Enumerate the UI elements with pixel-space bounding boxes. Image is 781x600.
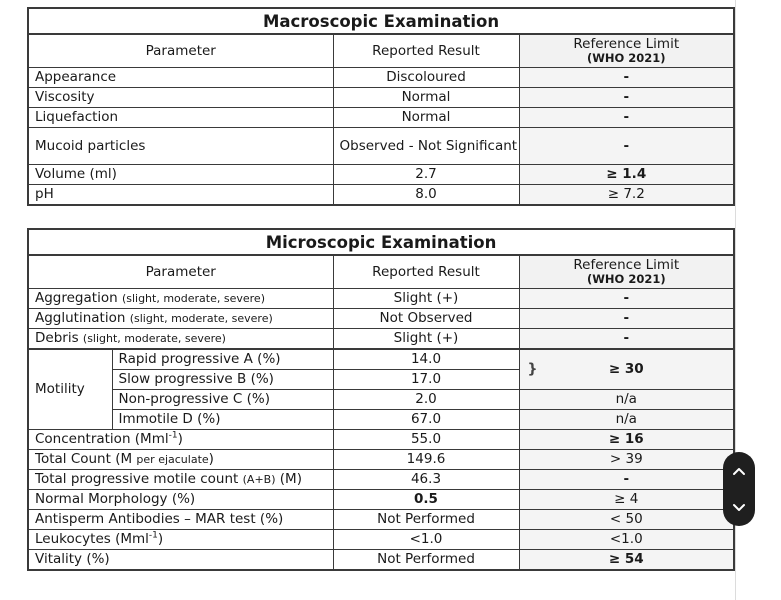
param-agglutination-label: Agglutination [35, 310, 126, 326]
param-debris-note: (slight, moderate, severe) [82, 332, 226, 345]
ref-total-count: > 39 [519, 450, 734, 470]
header-reference-who: (WHO 2021) [586, 272, 666, 286]
result-antisperm: Not Performed [333, 510, 519, 530]
result-concentration: 55.0 [333, 430, 519, 450]
table-row [28, 289, 734, 309]
header-reference-label: Reference Limit [573, 257, 680, 273]
param-total-count-label: Total Count (M [35, 451, 137, 467]
ref-aggregation: - [519, 289, 734, 309]
param-slow-progressive: Slow progressive B (%) [112, 370, 333, 390]
table-row [28, 390, 734, 410]
header-reference [519, 255, 734, 289]
param-total-progressive-note: (A+B) [242, 473, 276, 486]
param-appearance: Appearance [28, 68, 333, 88]
header-result: Reported Result [333, 34, 519, 68]
ref-immotile: n/a [519, 410, 734, 430]
result-slow-progressive: 17.0 [333, 370, 519, 390]
param-liquefaction: Liquefaction [28, 108, 333, 128]
param-concentration-close: ) [177, 431, 183, 447]
result-mucoid: Observed - Not Significant [333, 128, 519, 165]
result-total-progressive: 46.3 [333, 470, 519, 490]
result-appearance: Discoloured [333, 68, 519, 88]
header-reference [519, 34, 734, 68]
param-rapid-progressive: Rapid progressive A (%) [112, 349, 333, 370]
table-row [28, 490, 734, 510]
param-volume: Volume (ml) [28, 165, 333, 185]
ref-leukocytes: <1.0 [519, 530, 734, 550]
param-non-progressive: Non-progressive C (%) [112, 390, 333, 410]
ref-antisperm: < 50 [519, 510, 734, 530]
param-leukocytes-sup: -1 [148, 530, 158, 541]
param-aggregation [28, 289, 333, 309]
result-debris: Slight (+) [333, 329, 519, 350]
microscopic-table [27, 228, 735, 571]
result-ph: 8.0 [333, 185, 519, 206]
table-row [28, 329, 734, 350]
ref-concentration: ≥ 16 [519, 430, 734, 450]
table-row [28, 510, 734, 530]
param-vitality: Vitality (%) [28, 550, 333, 571]
param-motility: Motility [28, 349, 112, 430]
param-aggregation-label: Aggregation [35, 290, 118, 306]
ref-vitality: ≥ 54 [519, 550, 734, 571]
table-row [28, 165, 734, 185]
chevron-up-icon [732, 466, 746, 476]
param-debris [28, 329, 333, 350]
result-non-progressive: 2.0 [333, 390, 519, 410]
param-total-progressive-label: Total progressive motile count [35, 471, 243, 487]
ref-liquefaction: - [519, 108, 734, 128]
scroll-control [723, 452, 755, 526]
table-row [28, 410, 734, 430]
result-morphology: 0.5 [333, 490, 519, 510]
param-total-count [28, 450, 333, 470]
ref-ph: ≥ 7.2 [519, 185, 734, 206]
param-viscosity: Viscosity [28, 88, 333, 108]
result-viscosity: Normal [333, 88, 519, 108]
table-row [28, 128, 734, 165]
param-antisperm: Antisperm Antibodies – MAR test (%) [28, 510, 333, 530]
param-agglutination [28, 309, 333, 329]
result-vitality: Not Performed [333, 550, 519, 571]
ref-non-progressive: n/a [519, 390, 734, 410]
param-aggregation-note: (slight, moderate, severe) [121, 292, 265, 305]
result-aggregation: Slight (+) [333, 289, 519, 309]
ref-volume: ≥ 1.4 [519, 165, 734, 185]
macroscopic-table [27, 7, 735, 206]
result-leukocytes: <1.0 [333, 530, 519, 550]
param-agglutination-note: (slight, moderate, severe) [129, 312, 273, 325]
table-row [28, 88, 734, 108]
table-row [28, 550, 734, 571]
param-total-count-close: ) [208, 451, 214, 467]
param-total-count-note: per ejaculate [136, 453, 209, 466]
chevron-down-icon [732, 503, 746, 513]
param-immotile: Immotile D (%) [112, 410, 333, 430]
header-parameter: Parameter [28, 34, 333, 68]
header-reference-who: (WHO 2021) [586, 51, 666, 65]
param-leukocytes-label: Leukocytes (Mml [35, 531, 149, 547]
ref-viscosity: - [519, 88, 734, 108]
table-row [28, 470, 734, 490]
param-mucoid: Mucoid particles [28, 128, 333, 165]
result-total-count: 149.6 [333, 450, 519, 470]
param-concentration-label: Concentration (Mml [35, 431, 169, 447]
ref-agglutination: - [519, 309, 734, 329]
table-row [28, 309, 734, 329]
result-volume: 2.7 [333, 165, 519, 185]
ref-debris: - [519, 329, 734, 350]
param-leukocytes-close: ) [157, 531, 164, 547]
ref-appearance: - [519, 68, 734, 88]
table-row [28, 108, 734, 128]
table-row [28, 530, 734, 550]
param-morphology: Normal Morphology (%) [28, 490, 333, 510]
table-row [28, 185, 734, 206]
header-reference-label: Reference Limit [573, 36, 680, 52]
microscopic-title: Microscopic Examination [28, 229, 734, 255]
result-immotile: 67.0 [333, 410, 519, 430]
table-row [28, 349, 734, 370]
ref-morphology: ≥ 4 [519, 490, 734, 510]
param-concentration-sup: -1 [168, 430, 178, 441]
ref-mucoid: - [519, 128, 734, 165]
result-rapid-progressive: 14.0 [333, 349, 519, 370]
param-debris-label: Debris [35, 330, 79, 346]
param-total-progressive [28, 470, 333, 490]
result-agglutination: Not Observed [333, 309, 519, 329]
scroll-down-button[interactable] [723, 489, 755, 526]
header-result: Reported Result [333, 255, 519, 289]
param-total-progressive-close: (M) [275, 471, 302, 487]
macroscopic-title: Macroscopic Examination [28, 8, 734, 34]
ref-progressive-value: ≥ 30 [608, 361, 644, 377]
scroll-up-button[interactable] [723, 452, 755, 489]
param-concentration [28, 430, 333, 450]
ref-progressive [519, 349, 734, 390]
header-parameter: Parameter [28, 255, 333, 289]
param-ph: pH [28, 185, 333, 206]
brace-icon: } [527, 361, 538, 377]
table-row [28, 450, 734, 470]
table-row [28, 68, 734, 88]
table-row [28, 430, 734, 450]
result-liquefaction: Normal [333, 108, 519, 128]
ref-total-progressive: - [519, 470, 734, 490]
param-leukocytes [28, 530, 333, 550]
